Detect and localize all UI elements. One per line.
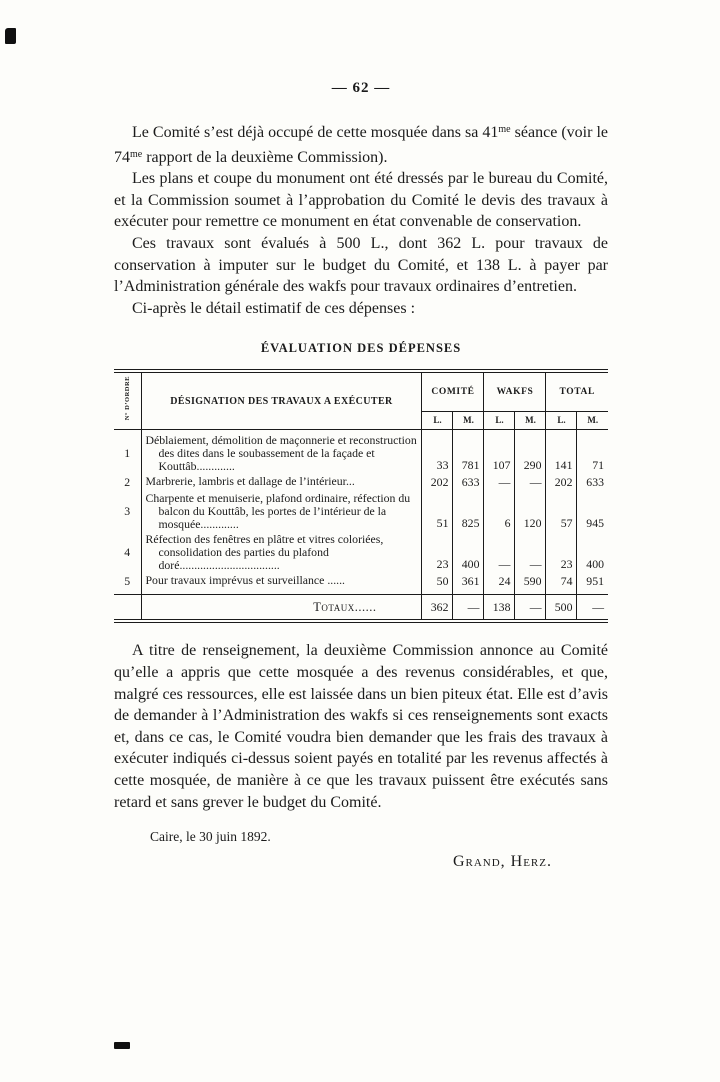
signature: Grand, Herz. [452, 853, 552, 871]
totals-total-l: 500 [546, 594, 577, 621]
cell-wakfs-l: 6 [484, 491, 515, 532]
row-number: 2 [124, 474, 131, 489]
table-header-row [114, 371, 608, 411]
cell-wakfs-m: — [515, 532, 546, 573]
cell-total-l: 23 [546, 532, 577, 573]
cell-wakfs-m: — [515, 474, 546, 491]
closing-paragraph: A titre de renseignement, la deuxième Commission annonce au Comité qu’elle a appris que cette mosquée a des revenus considérables, et que, malgré ces ressources, elle est laissée dans un bien piteux état. Elle est d’avis de demander à l’Administration des wakfs si ces renseignements sont exacts et, dans ce cas, le Comité voudra bien demander que les frais des travaux à exécuter indiqués ci-dessus soient payés en totalité par les revenus affectés à cette mosquée, de manière à ce que les travaux puissent être exécutés sans retard et sans grever le budget du Comité. [114, 642, 608, 811]
totals-empty-cell [114, 594, 141, 621]
table-row [114, 474, 608, 491]
paragraph-text: rapport de la deuxième Commission). [142, 148, 388, 166]
row-designation: Marbrerie, lambris et dallage de l’intérieur... [141, 474, 422, 491]
cell-wakfs-m: 590 [515, 573, 546, 595]
paragraph-text: séance (voir le 74 [114, 124, 608, 166]
cell-comite-m: 361 [453, 573, 484, 595]
cell-comite-l: 33 [422, 429, 453, 474]
cell-total-m: 951 [577, 573, 608, 595]
cell-wakfs-l: 107 [484, 429, 515, 474]
row-designation: Réfection des fenêtres en plâtre et vitres coloriées, consolidation des parties du plafond doré.................................. [141, 532, 422, 573]
paragraph-detail-intro: Ci-après le détail estimatif de ces dépenses : [132, 299, 416, 317]
totals-total-m: — [577, 594, 608, 621]
col-header-total: TOTAL [546, 371, 608, 411]
totals-comite-m: — [453, 594, 484, 621]
table-title: ÉVALUATION DES DÉPENSES [260, 341, 462, 356]
cell-total-m: 945 [577, 491, 608, 532]
col-header-order-label: N° D’ORDRE [123, 376, 131, 421]
row-number: 3 [124, 503, 131, 518]
cell-comite-m: 781 [453, 429, 484, 474]
cell-total-l: 74 [546, 573, 577, 595]
cell-comite-m: 825 [453, 491, 484, 532]
row-number: 1 [114, 429, 141, 474]
col-header-comite: COMITÉ [422, 371, 484, 411]
dateline: Caire, le 30 juin 1892. [150, 829, 271, 845]
unit-header-l: L. [484, 411, 515, 429]
table-row [114, 491, 608, 532]
cell-wakfs-l: 24 [484, 573, 515, 595]
cell-comite-l: 202 [422, 474, 453, 491]
page-content [114, 80, 608, 871]
unit-header-m: M. [453, 411, 484, 429]
ordinal-superscript: me [130, 148, 143, 160]
row-designation: Charpente et menuiserie, plafond ordinaire, réfection du balcon du Kouttâb, les portes de l’intérieur de la mosquée............. [141, 491, 422, 532]
unit-header-l: L. [422, 411, 453, 429]
cell-comite-l: 51 [422, 491, 453, 532]
cell-total-l: 202 [546, 474, 577, 491]
totals-wakfs-m: — [515, 594, 546, 621]
table-row [114, 532, 608, 573]
col-header-designation: DÉSIGNATION DES TRAVAUX A EXÉCUTER [141, 371, 422, 429]
row-number: 5 [124, 573, 131, 588]
cell-total-m: 71 [577, 429, 608, 474]
cell-total-l: 57 [546, 491, 577, 532]
ordinal-superscript: me [498, 124, 511, 135]
cell-wakfs-l: — [484, 474, 515, 491]
paragraph-intro [114, 119, 608, 168]
totals-row [114, 594, 608, 621]
cell-comite-l: 23 [422, 532, 453, 573]
scan-artifact [114, 1042, 130, 1049]
cell-wakfs-m: 290 [515, 429, 546, 474]
row-designation: Déblaiement, démolition de maçonnerie et reconstruction des dites dans le soubassement de la façade et Kouttâb............. [141, 429, 422, 474]
cell-wakfs-l: — [484, 532, 515, 573]
cell-total-m: 400 [577, 532, 608, 573]
cell-total-m: 633 [577, 474, 608, 491]
cell-comite-l: 50 [422, 573, 453, 595]
unit-header-l: L. [546, 411, 577, 429]
totals-label: Totaux...... [141, 594, 422, 621]
table-row [114, 429, 608, 474]
totals-wakfs-l: 138 [484, 594, 515, 621]
cell-total-l: 141 [546, 429, 577, 474]
row-number: 4 [124, 544, 131, 559]
col-header-wakfs: WAKFS [484, 371, 546, 411]
paragraph-plans: Les plans et coupe du monument ont été dressés par le bureau du Comité, et la Commission soumet à l’approbation du Comité le devis des travaux à exécuter pour remettre ce monument en état convenable de conservation. [114, 170, 608, 231]
totals-comite-l: 362 [422, 594, 453, 621]
col-header-order [114, 371, 141, 429]
paragraph-text: Le Comité s’est déjà occupé de cette mosquée dans sa 41 [132, 124, 499, 141]
cell-comite-m: 633 [453, 474, 484, 491]
page-number: — 62 — [331, 80, 391, 96]
unit-header-m: M. [515, 411, 546, 429]
scan-artifact [5, 28, 16, 44]
row-designation: Pour travaux imprévus et surveillance ...... [141, 573, 422, 595]
unit-header-m: M. [577, 411, 608, 429]
table-row [114, 573, 608, 595]
expenses-table [114, 369, 608, 623]
paragraph-evaluation: Ces travaux sont évalués à 500 L., dont 362 L. pour travaux de conservation à imputer sur le budget du Comité, et 138 L. à payer par l’Administration générale des wakfs pour travaux ordinaires d’entretien. [114, 234, 608, 296]
cell-comite-m: 400 [453, 532, 484, 573]
cell-wakfs-m: 120 [515, 491, 546, 532]
